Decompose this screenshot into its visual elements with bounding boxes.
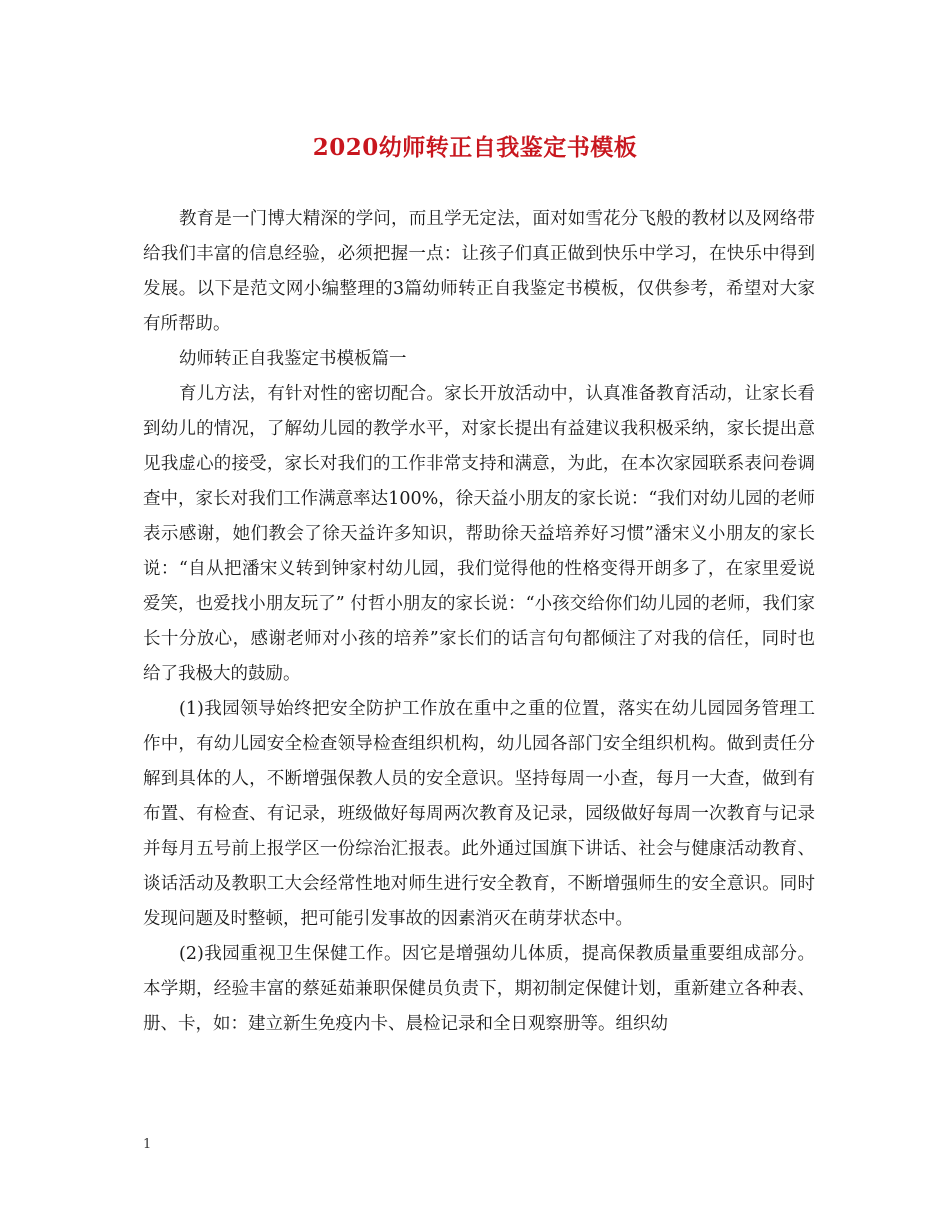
body-paragraph: (2)我园重视卫生保健工作。因它是增强幼儿体质，提高保教质量重要组成部分。本学期，经验丰富的蔡延茹兼职保健员负责下，期初制定保健计划，重新建立各种表、册、卡，如：建立新生免疫内卡、晨检记录和全日观察册等。组织幼 [143,944,815,1034]
page-number: 1 [143,1137,152,1152]
intro-paragraph: 教育是一门博大精深的学问，而且学无定法，面对如雪花分飞般的教材以及网络带给我们丰富的信息经验，必须把握一点：让孩子们真正做到快乐中学习，在快乐中得到发展。以下是范文网小编整理的3篇幼师转正自我鉴定书模板，仅供参考，希望对大家有所帮助。 [143,209,815,334]
document-body [143,202,815,1042]
body-paragraph: (1)我园领导始终把安全防护工作放在重中之重的位置，落实在幼儿园园务管理工作中，有幼儿园安全检查领导检查组织机构，幼儿园各部门安全组织机构。做到责任分解到具体的人，不断增强保教人员的安全意识。坚持每周一小查，每月一大查，做到有布置、有检查、有记录，班级做好每周两次教育及记录，园级做好每周一次教育与记录并每月五号前上报学区一份综治汇报表。此外通过国旗下讲话、社会与健康活动教育、谈话活动及教职工大会经常性地对师生进行安全教育，不断增强师生的安全意识。同时发现问题及时整顿，把可能引发事故的因素消灭在萌芽状态中。 [143,699,815,929]
body-paragraph: 育儿方法，有针对性的密切配合。家长开放活动中，认真准备教育活动，让家长看到幼儿的情况，了解幼儿园的教学水平，对家长提出有益建议我积极采纳，家长提出意见我虚心的接受，家长对我们的工作非常支持和满意，为此，在本次家园联系表问卷调查中，家长对我们工作满意率达100%，徐天益小朋友的家长说：“我们对幼儿园的老师表示感谢，她们教会了徐天益许多知识，帮助徐天益培养好习惯”潘宋义小朋友的家长说：“自从把潘宋义转到钟家村幼儿园，我们觉得他的性格变得开朗多了，在家里爱说爱笑，也爱找小朋友玩了” 付哲小朋友的家长说：“小孩交给你们幼儿园的老师，我们家长十分放心，感谢老师对小孩的培养”家长们的话言句句都倾注了对我的信任，同时也给了我极大的鼓励。 [143,384,815,684]
section-heading: 幼师转正自我鉴定书模板篇一 [179,349,407,369]
document-title: 2020幼师转正自我鉴定书模板 [312,134,638,161]
